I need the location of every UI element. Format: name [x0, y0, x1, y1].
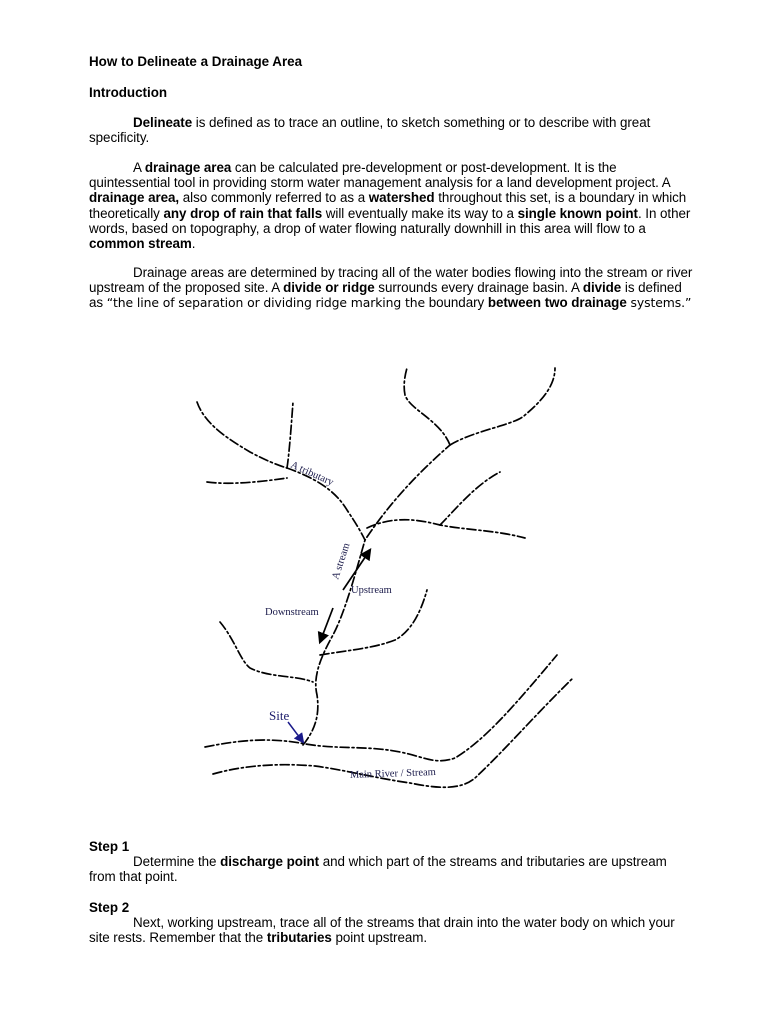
- text-run: point upstream.: [331, 930, 428, 946]
- tributary-upper-middle: [404, 368, 450, 445]
- paragraph-divide-ridge: [89, 265, 695, 311]
- text-run: is defined as to trace an outline, to sketch something or to describe with great specificity.: [89, 115, 651, 146]
- text-run: A: [133, 160, 145, 175]
- step2-text: [89, 915, 695, 945]
- bold-term: discharge point: [220, 854, 320, 869]
- tributary-left-lower: [207, 478, 287, 483]
- site-arrow-icon: [288, 722, 303, 742]
- text-run: surrounds every drainage basin. A: [374, 280, 583, 296]
- text-run: . In other words, based on topography, a drop of water flowing naturally downhill in this area will flow to a: [89, 205, 691, 236]
- drainage-diagram: [195, 360, 580, 800]
- text-run: systems.”: [626, 295, 692, 311]
- bold-term: divide: [582, 280, 622, 296]
- step1-text: [89, 854, 695, 884]
- bold-term: drainage area,: [89, 190, 180, 206]
- label-downstream: Downstream: [265, 607, 319, 618]
- step1-heading: Step 1: [89, 839, 130, 854]
- paragraph-drainage-area: [89, 160, 695, 251]
- label-tributary: A tributary: [288, 459, 336, 489]
- paragraph-delineate-definition: [89, 115, 695, 145]
- text-run: also commonly referred to as a: [179, 190, 369, 206]
- text-run: is defined as: [89, 280, 682, 311]
- bold-term: watershed: [368, 190, 435, 206]
- text-run: .: [191, 236, 196, 252]
- label-upstream: Upstream: [351, 585, 392, 596]
- tributary-lower-left: [220, 622, 313, 682]
- tributary-upper-left: [197, 402, 287, 468]
- bold-term: Delineate: [133, 115, 193, 130]
- tributary-upper-left-branch: [287, 402, 293, 468]
- bold-term: between two drainage: [487, 295, 627, 311]
- text-run: “the line of separation or dividing ridge marking the: [106, 295, 426, 311]
- bold-term: any drop of rain that falls: [163, 205, 323, 221]
- label-site: Site: [269, 708, 290, 723]
- step2-heading: Step 2: [89, 900, 130, 915]
- bold-term: divide or ridge: [283, 280, 375, 296]
- bold-term: drainage area: [144, 160, 232, 175]
- tributary-right: [367, 520, 525, 538]
- text-run: can be calculated pre-development or post-development. It is the quintessential tool in providing storm water management analysis for a land development project. A: [89, 160, 670, 191]
- introduction-heading: Introduction: [89, 85, 168, 100]
- bold-term: single known point: [517, 205, 638, 221]
- text-run: Determine the: [133, 854, 221, 869]
- tributary-lower-right: [320, 590, 427, 655]
- bold-term: common stream: [89, 236, 192, 252]
- label-stream: A stream: [330, 541, 353, 581]
- tributary-right-upper: [440, 472, 500, 525]
- text-run: will eventually make its way to a: [322, 205, 518, 221]
- text-run: throughout this set, is a boundary in which theoretically: [89, 190, 687, 221]
- text-run: and which part of the streams and tributaries are upstream from that point.: [89, 854, 667, 885]
- tributary-upper-right: [450, 368, 555, 445]
- document-title: How to Delineate a Drainage Area: [89, 54, 303, 69]
- text-run: Drainage areas are determined by tracing all of the water bodies flowing into the stream or river upstream of the proposed site. A: [89, 265, 693, 296]
- text-run: Next, working upstream, trace all of the streams that drain into the water body on which your site rests. Remember that the: [89, 915, 675, 946]
- bold-term: tributaries: [266, 930, 332, 946]
- label-main-river: Main River / Stream: [349, 767, 437, 781]
- text-run: boundary: [425, 295, 488, 311]
